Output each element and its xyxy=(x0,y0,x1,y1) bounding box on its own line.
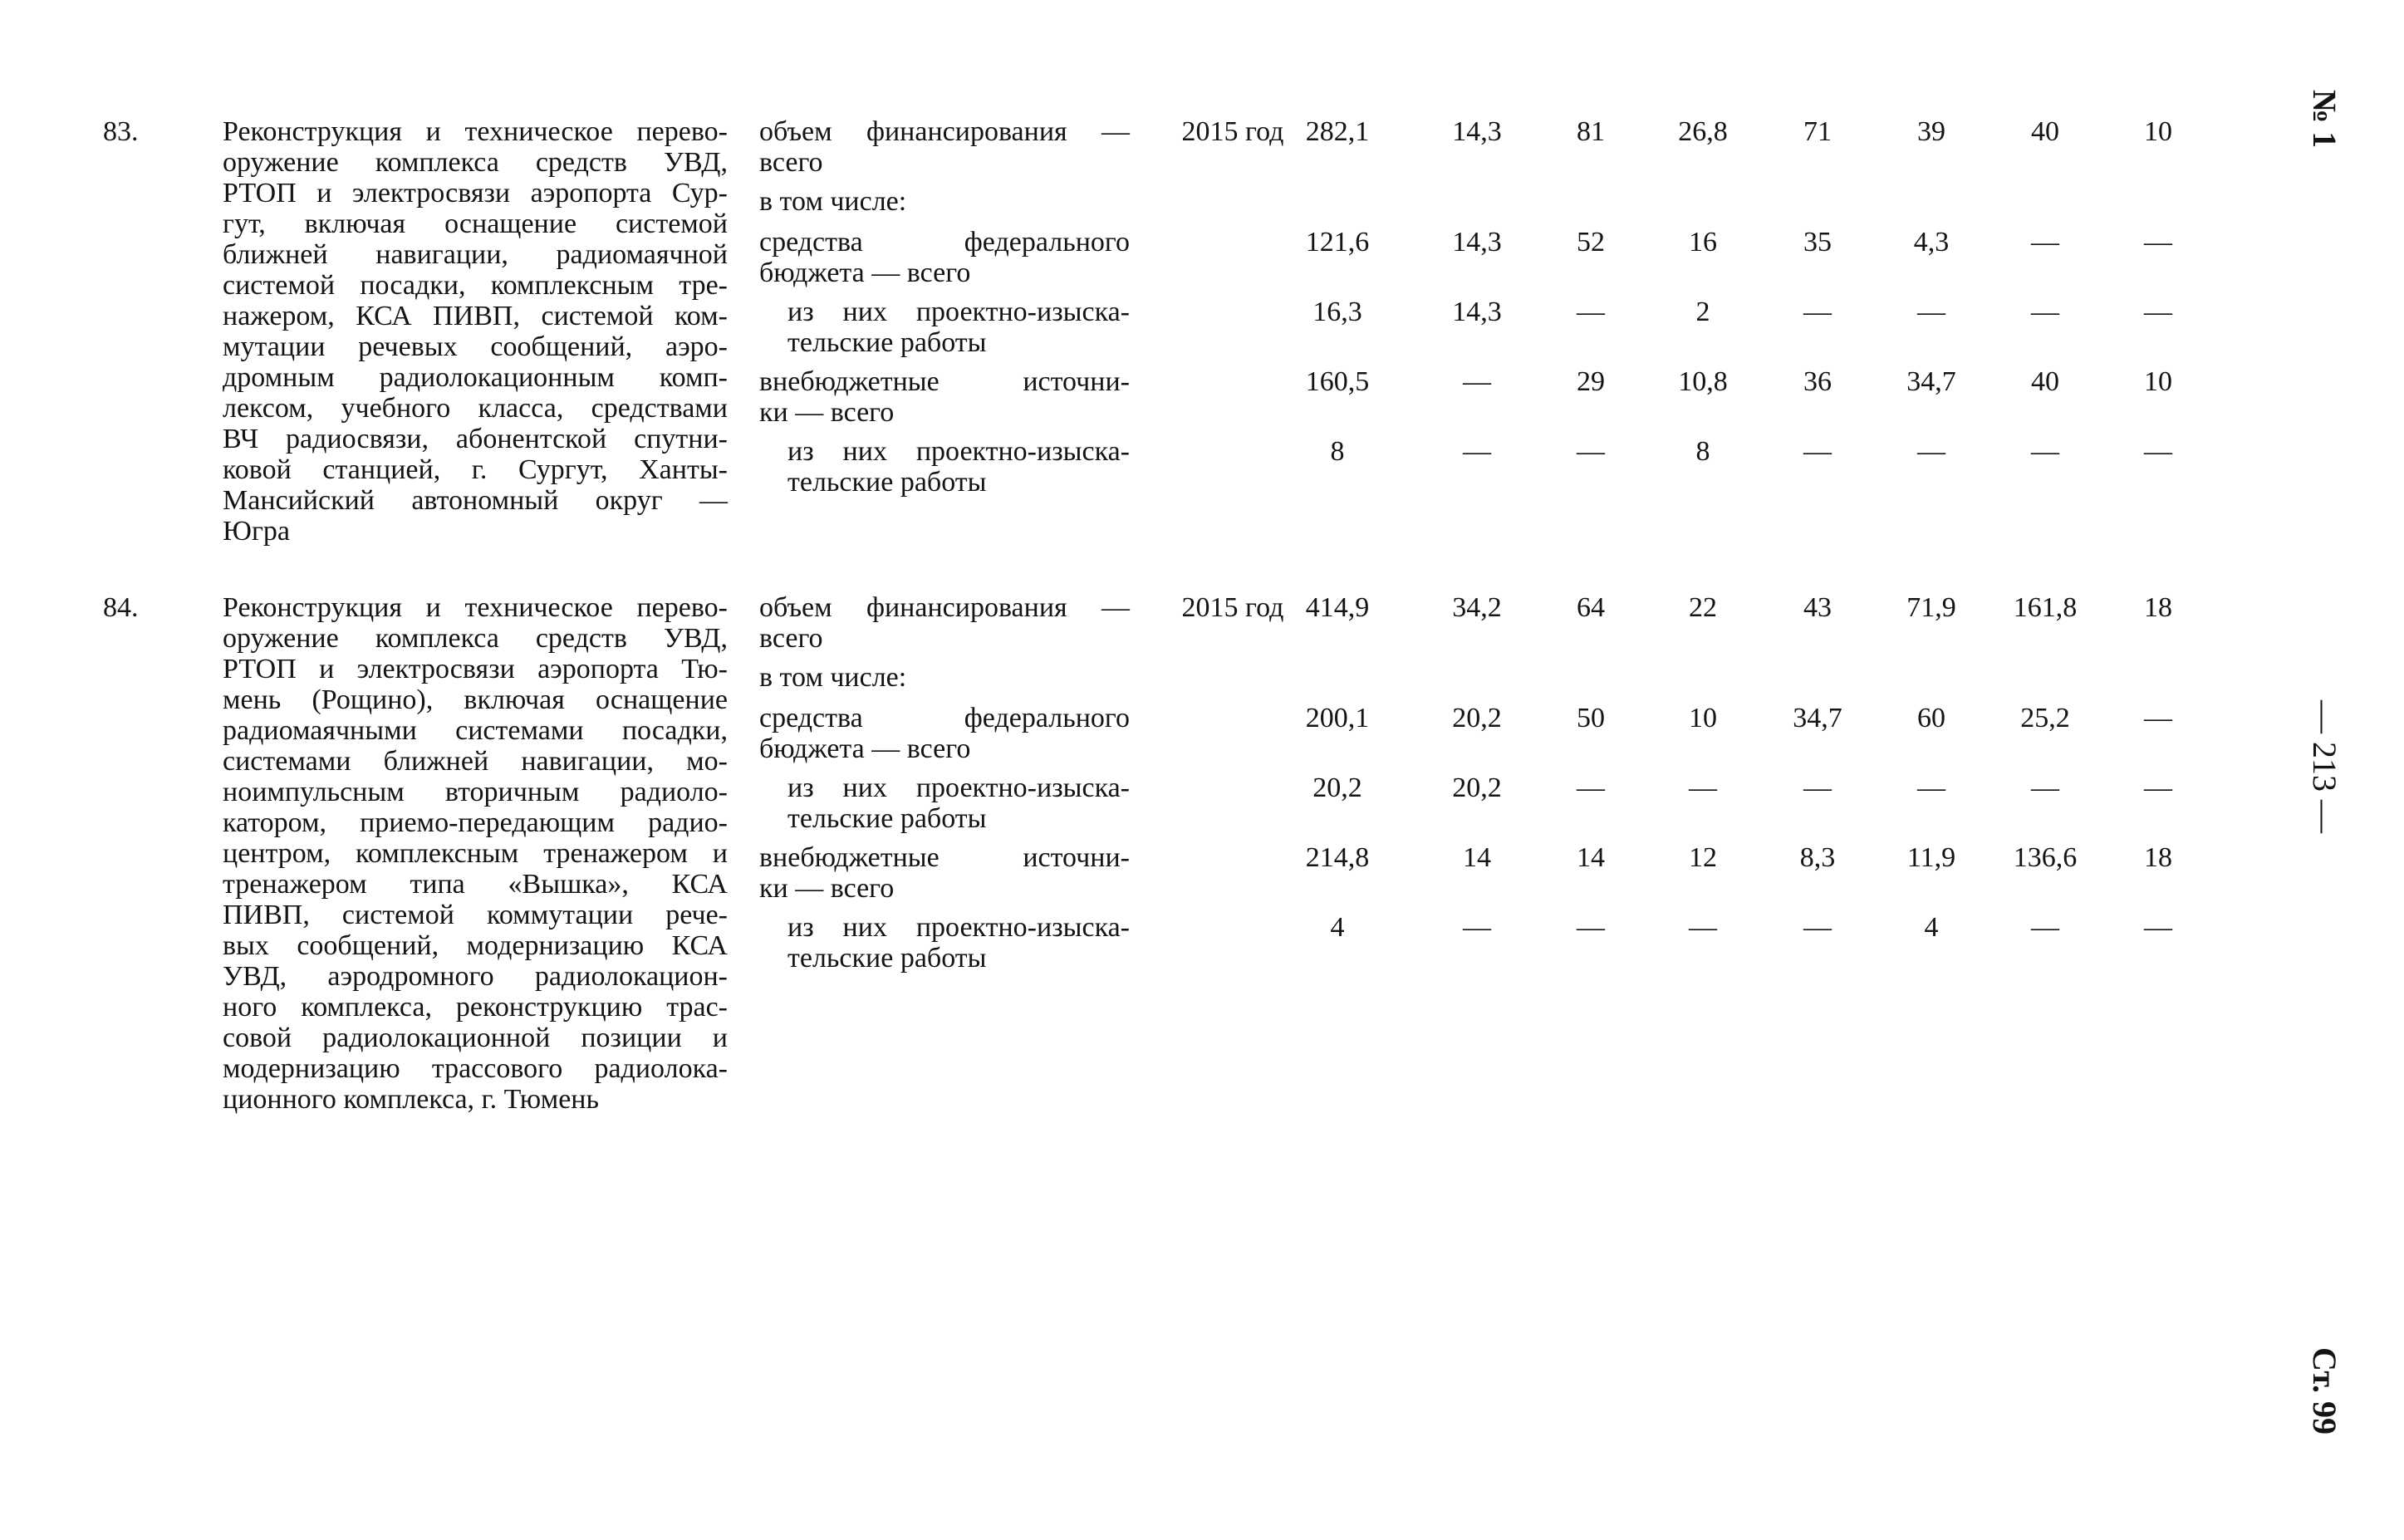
table-cell: — xyxy=(1803,297,1832,327)
table-cell: 10 xyxy=(2144,366,2172,397)
entry-title-line: гут, включая оснащение системой xyxy=(223,208,728,239)
table-cell: — xyxy=(2144,297,2172,327)
table-cell: 161,8 xyxy=(2013,592,2078,623)
table-cell: 8,3 xyxy=(1799,842,1836,873)
table-cell: 40 xyxy=(2031,116,2059,147)
table-cell: 20,2 xyxy=(1312,772,1362,803)
table-cell: 8 xyxy=(1330,436,1345,467)
entry-title-line: радиомаячными системами посадки, xyxy=(223,715,728,746)
row-label xyxy=(759,186,1130,217)
entry-title-line: Реконструкция и техническое перево- xyxy=(223,592,728,623)
row-label-line: внебюджетные источни- xyxy=(759,842,1130,873)
entry-number: 83. xyxy=(103,116,139,147)
table-cell: 8 xyxy=(1695,436,1710,467)
table-cell: — xyxy=(1917,772,1945,803)
table-cell: 43 xyxy=(1803,592,1832,623)
table-cell: — xyxy=(1689,912,1717,943)
table-cell: — xyxy=(1917,297,1945,327)
table-cell: — xyxy=(1803,436,1832,467)
table-cell: 414,9 xyxy=(1305,592,1370,623)
row-label-line: бюджета — всего xyxy=(759,733,971,764)
table-cell: 36 xyxy=(1803,366,1832,397)
table-cell: 10,8 xyxy=(1678,366,1728,397)
row-label-line: ки — всего xyxy=(759,873,895,904)
row-label-line: тельские работы xyxy=(787,803,987,834)
table-cell: 14,3 xyxy=(1452,297,1502,327)
entry-title-line: дромным радиолокационным комп- xyxy=(223,362,728,393)
row-label xyxy=(787,772,1130,834)
table-cell: — xyxy=(1463,436,1491,467)
entry-title-line: совой радиолокационной позиции и xyxy=(223,1023,728,1053)
table-cell: 16 xyxy=(1689,227,1717,257)
entry-title-line: мень (Рощино), включая оснащение xyxy=(223,684,728,715)
table-cell: — xyxy=(2144,912,2172,943)
table-cell: 18 xyxy=(2144,842,2172,873)
entry-title-line: системами ближней навигации, мо- xyxy=(223,746,728,777)
table-cell: — xyxy=(2031,297,2059,327)
row-label-line: тельские работы xyxy=(787,943,987,974)
table-cell: 18 xyxy=(2144,592,2172,623)
table-cell: 10 xyxy=(1689,703,1717,733)
entry-title-line: УВД, аэродромного радиолокацион- xyxy=(223,961,728,992)
row-label-line: бюджета — всего xyxy=(759,257,971,288)
row-label-line: средства федерального xyxy=(759,703,1130,733)
entry-title-line: вых сообщений, модернизацию КСА xyxy=(223,930,728,961)
table-cell: — xyxy=(2144,772,2172,803)
row-label xyxy=(787,436,1130,498)
entry-title-line: Мансийский автономный округ — xyxy=(223,485,728,516)
issue-number: № 1 xyxy=(2306,90,2343,149)
entry-number: 84. xyxy=(103,592,139,623)
row-label-line: внебюджетные источни- xyxy=(759,366,1130,397)
entry-title-line: ближней навигации, радиомаячной xyxy=(223,239,728,270)
table-cell: 10 xyxy=(2144,116,2172,147)
table-cell: 29 xyxy=(1577,366,1605,397)
table-cell: 20,2 xyxy=(1452,772,1502,803)
row-label-line: ки — всего xyxy=(759,397,895,428)
table-cell: 121,6 xyxy=(1305,227,1370,257)
entry-title-line: нажером, КСА ПИВП, системой ком- xyxy=(223,301,728,331)
entry-title-line: ПИВП, системой коммутации рече- xyxy=(223,900,728,930)
table-cell: 11,9 xyxy=(1906,842,1956,873)
table-cell: 71,9 xyxy=(1906,592,1956,623)
table-cell: — xyxy=(2144,436,2172,467)
entry-title-line: системой посадки, комплексным тре- xyxy=(223,270,728,301)
page-number: — 213 — xyxy=(2306,700,2343,833)
entry-title-line: ного комплекса, реконструкцию трас- xyxy=(223,992,728,1023)
row-label-line: объем финансирования — xyxy=(759,592,1130,623)
table-cell: — xyxy=(1803,772,1832,803)
row-label-line: из них проектно-изыска- xyxy=(787,772,1130,803)
row-label-line: тельские работы xyxy=(787,467,987,498)
table-cell: 20,2 xyxy=(1452,703,1502,733)
row-label xyxy=(787,297,1130,358)
entry-title-line: катором, приемо-передающим радио- xyxy=(223,807,728,838)
table-cell: 34,7 xyxy=(1906,366,1956,397)
table-cell: 60 xyxy=(1917,703,1945,733)
row-label-line: всего xyxy=(759,623,823,654)
table-cell: 50 xyxy=(1577,703,1605,733)
entry-title-line: ковой станцией, г. Сургут, Ханты- xyxy=(223,454,728,485)
table-cell: 26,8 xyxy=(1678,116,1728,147)
entry-title-line: тренажером типа «Вышка», КСА xyxy=(223,869,728,900)
table-cell: — xyxy=(2144,703,2172,733)
table-cell: — xyxy=(1917,436,1945,467)
entry-title-line: Югра xyxy=(223,516,290,547)
row-label xyxy=(759,703,1130,764)
row-label xyxy=(759,592,1130,654)
table-cell: — xyxy=(1577,912,1605,943)
table-cell: — xyxy=(1577,772,1605,803)
entry-title-line: оружение комплекса средств УВД, xyxy=(223,623,728,654)
table-cell: — xyxy=(2031,912,2059,943)
entry-title xyxy=(223,592,728,1115)
entry-title-line: оружение комплекса средств УВД, xyxy=(223,147,728,178)
table-cell: 81 xyxy=(1577,116,1605,147)
row-label xyxy=(759,662,1130,693)
table-cell: — xyxy=(2031,772,2059,803)
row-label-line: из них проектно-изыска- xyxy=(787,297,1130,327)
row-label xyxy=(787,912,1130,974)
table-cell: 39 xyxy=(1917,116,1945,147)
table-cell: 52 xyxy=(1577,227,1605,257)
table-cell: — xyxy=(2031,436,2059,467)
table-cell: 34,7 xyxy=(1793,703,1842,733)
entry-title-line: модернизацию трассового радиолока- xyxy=(223,1053,728,1084)
row-label-line: средства федерального xyxy=(759,227,1130,257)
row-year: 2015 год xyxy=(1181,592,1284,623)
table-cell: — xyxy=(1803,912,1832,943)
table-cell: — xyxy=(1577,297,1605,327)
table-cell: 25,2 xyxy=(2020,703,2070,733)
table-cell: 34,2 xyxy=(1452,592,1502,623)
row-label-line: тельские работы xyxy=(787,327,987,358)
table-cell: 16,3 xyxy=(1312,297,1362,327)
row-label xyxy=(759,227,1130,288)
table-cell: — xyxy=(2031,227,2059,257)
table-cell: 14,3 xyxy=(1452,227,1502,257)
table-cell: 35 xyxy=(1803,227,1832,257)
entry-title-line: мутации речевых сообщений, аэро- xyxy=(223,331,728,362)
table-cell: — xyxy=(2144,227,2172,257)
table-cell: — xyxy=(1689,772,1717,803)
entry-title-line: лексом, учебного класса, средствами xyxy=(223,393,728,424)
table-cell: 136,6 xyxy=(2013,842,2078,873)
table-cell: 282,1 xyxy=(1305,116,1370,147)
table-cell: 2 xyxy=(1695,297,1710,327)
entry-title-line: ноимпульсным вторичным радиоло- xyxy=(223,777,728,807)
table-cell: 214,8 xyxy=(1305,842,1370,873)
table-cell: 14 xyxy=(1577,842,1605,873)
table-cell: 14 xyxy=(1463,842,1491,873)
article-number: Ст. 99 xyxy=(2306,1347,2343,1435)
table-cell: 4,3 xyxy=(1913,227,1950,257)
entry-title-line: ционного комплекса, г. Тюмень xyxy=(223,1084,600,1115)
row-label xyxy=(759,116,1130,178)
table-cell: — xyxy=(1463,912,1491,943)
entry-title-line: Реконструкция и техническое перево- xyxy=(223,116,728,147)
table-cell: — xyxy=(1463,366,1491,397)
table-cell: 4 xyxy=(1330,912,1345,943)
row-label-line: из них проектно-изыска- xyxy=(787,912,1130,943)
table-cell: 12 xyxy=(1689,842,1717,873)
entry-title-line: центром, комплексным тренажером и xyxy=(223,838,728,869)
table-cell: 160,5 xyxy=(1305,366,1370,397)
row-label-line: объем финансирования — xyxy=(759,116,1130,147)
entry-title-line: ВЧ радиосвязи, абонентской спутни- xyxy=(223,424,728,454)
table-cell: 200,1 xyxy=(1305,703,1370,733)
table-cell: 40 xyxy=(2031,366,2059,397)
entry-title xyxy=(223,116,728,547)
table-cell: — xyxy=(1577,436,1605,467)
row-label xyxy=(759,366,1130,428)
table-cell: 64 xyxy=(1577,592,1605,623)
entry-title-line: РТОП и электросвязи аэропорта Сур- xyxy=(223,178,728,208)
row-label-line: всего xyxy=(759,147,823,178)
row-label-line: в том числе: xyxy=(759,662,907,693)
row-label-line: из них проектно-изыска- xyxy=(787,436,1130,467)
table-cell: 4 xyxy=(1924,912,1939,943)
table-cell: 22 xyxy=(1689,592,1717,623)
row-label-line: в том числе: xyxy=(759,186,907,217)
entry-title-line: РТОП и электросвязи аэропорта Тю- xyxy=(223,654,728,684)
table-cell: 71 xyxy=(1803,116,1832,147)
table-cell: 14,3 xyxy=(1452,116,1502,147)
row-year: 2015 год xyxy=(1181,116,1284,147)
row-label xyxy=(759,842,1130,904)
